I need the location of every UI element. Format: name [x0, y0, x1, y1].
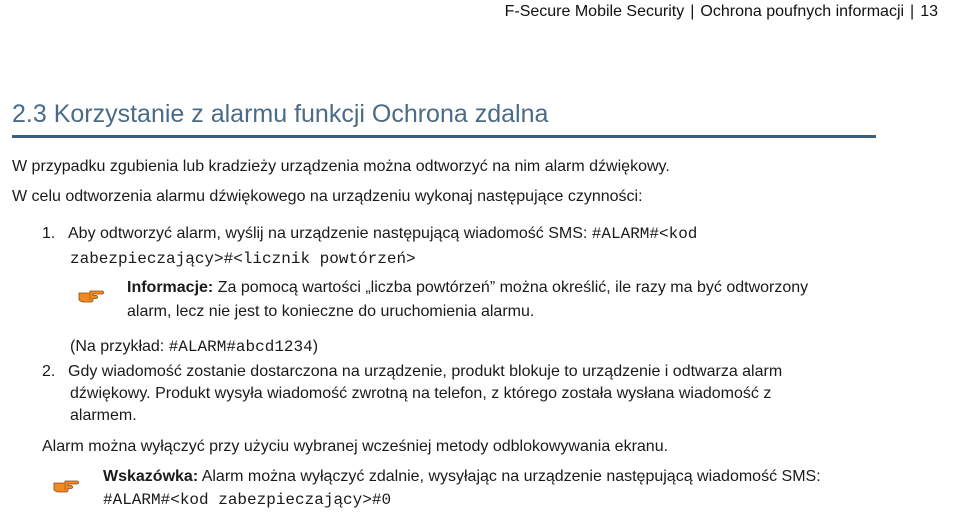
- step-1-code: #ALARM#<kod: [591, 225, 698, 243]
- example-code: #ALARM#abcd1234: [168, 338, 313, 356]
- example-line: [70, 337, 318, 357]
- step-2-line-3: alarmem.: [70, 407, 137, 424]
- step-1-text: Aby odtworzyć alarm, wyślij na urządzenie następującą wiadomość SMS:: [68, 225, 592, 242]
- intro-paragraph-1: W przypadku zgubienia lub kradzieży urządzenia można odtworzyć na nim alarm dźwiękowy.: [12, 158, 670, 175]
- title-underline: [12, 135, 876, 138]
- step-1: [42, 224, 697, 244]
- info-note-line-2: alarm, lecz nie jest to konieczne do uruchomienia alarmu.: [127, 303, 535, 320]
- step-1-number: 1.: [42, 225, 56, 242]
- step-2-line-2: dźwiękowy. Produkt wysyła wiadomość zwrotną na telefon, z którego została wysłana wiadomość z: [70, 385, 772, 402]
- tip-label: Wskazówka:: [103, 468, 199, 485]
- header-product: F-Secure Mobile Security: [504, 3, 685, 20]
- intro-paragraph-2: W celu odtworzenia alarmu dźwiękowego na urządzeniu wykonaj następujące czynności:: [12, 188, 643, 205]
- pointing-hand-icon: [78, 284, 104, 304]
- tip-line-1: [103, 465, 821, 489]
- header-separator: |: [690, 3, 695, 20]
- step-2-line-1: Gdy wiadomość zostanie dostarczona na urządzenie, produkt blokuje to urządzenie i odtwarza alarm: [68, 363, 783, 380]
- tip-text: Alarm można wyłączyć zdalnie, wysyłając na urządzenie następującą wiadomość SMS:: [201, 468, 821, 485]
- closing-paragraph: Alarm można wyłączyć przy użyciu wybranej wcześniej metody odblokowywania ekranu.: [42, 438, 669, 455]
- tip-code: #ALARM#<kod zabezpieczający>#0: [103, 491, 392, 509]
- section-title: 2.3 Korzystanie z alarmu funkcji Ochrona zdalna: [12, 100, 549, 128]
- page-header: [505, 3, 938, 21]
- info-note-line-1: [127, 276, 808, 300]
- info-text: Za pomocą wartości „liczba powtórzeń” można określić, ile razy ma być odtworzony: [217, 279, 809, 296]
- header-separator: |: [910, 3, 915, 20]
- step-2: [42, 362, 782, 381]
- step-1-code-continued: zabezpieczający>#<licznik powtórzeń>: [70, 250, 416, 268]
- pointing-hand-icon: [53, 474, 79, 494]
- example-suffix: ): [312, 338, 319, 355]
- step-2-number: 2.: [42, 363, 56, 380]
- info-label: Informacje:: [127, 279, 214, 296]
- page-number: 13: [920, 3, 938, 20]
- example-prefix: (Na przykład:: [70, 338, 169, 355]
- header-section: Ochrona poufnych informacji: [700, 3, 905, 20]
